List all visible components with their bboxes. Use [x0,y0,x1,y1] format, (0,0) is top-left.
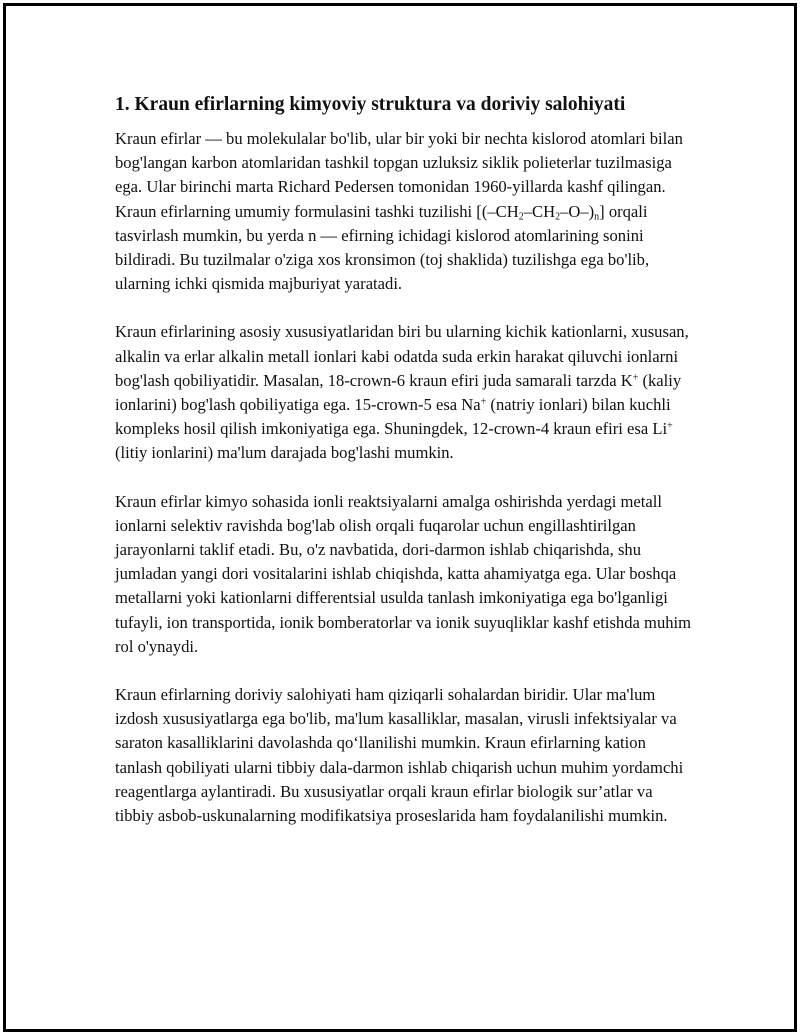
paragraph-2 [115,320,695,465]
document-body [115,92,695,852]
paragraph-2-part: (litiy ionlarini) ma'lum darajada bog'lashi mumkin. [115,443,454,463]
paragraph-2-part: (natriy ionlari) bilan kuchli kompleks hosil qilish imkoniyatiga ega. Shuningdek, 12-crown-4 kraun efiri esa Li [115,395,671,439]
superscript-plus: + [632,372,639,384]
subscript-2: 2 [555,211,561,223]
subscript-n: n [594,211,600,223]
paragraph-1 [115,127,695,296]
paragraph-2-part: (kaliy ionlarini) bog'lash qobiliyatiga ega. 15-crown-5 esa Na [115,370,682,415]
formula-part: –O–) [560,201,595,221]
paragraph-1-intro: Kraun efirlar — bu molekulalar bo'lib, ular bir yoki bir nechta kislorod atomlari bilan bog'langan karbon atomlaridan tashkil topgan uzluksiz siklik polieterlar tuzilmasiga ega. Ular birinchi marta Richard Pedersen tomonidan 1960-yillarda kashf qilingan. Kraun efirlarning umumiy formulasini tashki tuzilishi [(–CH [115,129,683,221]
subscript-2: 2 [518,211,524,223]
superscript-plus: + [667,420,673,432]
formula-part: –CH [523,201,556,221]
section-heading: 1. Kraun efirlarning kimyoviy struktura va doriviy salohiyati [115,94,626,115]
paragraph-2-part: Kraun efirlarining asosiy xususiyatlaridan biri bu ularning kichik kationlarni, xususan, alkalin va erlar alkalin metall ionlari kabi odatda suda erkin harakat qiluvchi ionlarni bog'lash qobiliyatidir. Masalan, 18-crown-6 kraun efiri juda samarali tarzda K [115,322,689,390]
paragraph-3: Kraun efirlar kimyo sohasida ionli reaktsiyalarni amalga oshirishda yerdagi metall ionlarni selektiv ravishda bog'lab olish orqali fuqarolar uchun engillashtirilgan jarayonlarni taklif etadi. Bu, o'z navbatida, dori-darmon ishlab chiqarishda, shu jumladan yangi dori vositalarini ishlab chiqishda, katta ahamiyatga ega. Ular boshqa metallarni yoki kationlarni differentsial usulda tanlash imkoniyatiga ega bo'lganligi tufayli, ion transportida, ionik bomberatorlar va ionik suyuqliklar kashf etishda muhim rol o'ynaydi. [115,491,692,656]
superscript-plus: + [480,396,487,408]
paragraph-1-rest: ] orqali tasvirlash mumkin, bu yerda n — efirning ichidagi kislorod atomlarining sonini bildiradi. Bu tuzilmalar o'ziga xos kronsimon (toj shaklida) tuzilishga ega bo'lib, ularning ichki qismida majburiyat yaratadi. [115,201,650,294]
paragraph-4: Kraun efirlarning doriviy salohiyati ham qiziqarli sohalardan biridir. Ular ma'lum izdosh xususiyatlarga ega bo'lib, ma'lum kasalliklar, masalan, virusli infektsiyalar va saraton kasalliklarini davolashda qo‘llanilishi mumkin. Kraun efirlarning kation tanlash qobiliyati ularni tibbiy dala-darmon ishlab chiqarish uchun muhim yordamchi reagentlarga aylantiradi. Bu xususiyatlar orqali kraun efirlar biologik sur’atlar va tibbiy asbob-uskunalarning modifikatsiya proseslarida ham foydalanilishi mumkin. [115,685,684,826]
